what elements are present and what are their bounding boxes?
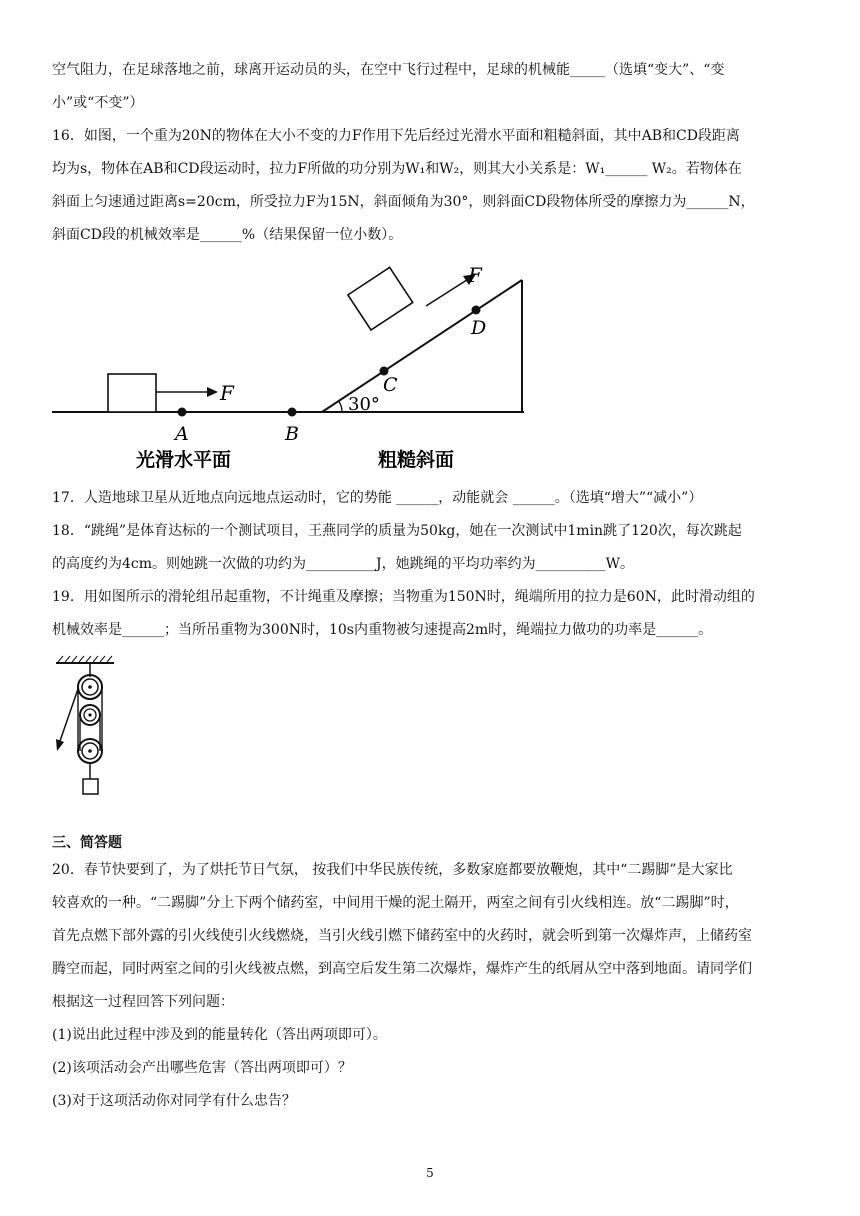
q20-sub-question-2: (2)该项活动会产出哪些危害（答出两项即可）？ xyxy=(52,1060,352,1076)
point-d-dot xyxy=(472,306,481,315)
movable-pulley-axle xyxy=(88,749,92,753)
pulley-diagram xyxy=(50,655,120,800)
block-on-plane xyxy=(108,374,156,412)
page-number: 5 xyxy=(426,1166,434,1180)
caption-smooth-plane: 光滑水平面 xyxy=(136,449,232,471)
force-arrowhead-plane xyxy=(207,387,218,397)
point-a-dot xyxy=(178,408,187,417)
point-b-label: B xyxy=(285,423,299,445)
caption-rough-incline: 粗糙斜面 xyxy=(378,449,455,471)
point-d-label: D xyxy=(471,317,487,339)
q20-text-line-3: 首先点燃下部外露的引火线使引火线燃烧，当引火线引燃下储药室中的火药时，就会听到第一次爆炸声，上储药室 xyxy=(52,928,752,944)
q15-text-line-2: 小”或“不变”） xyxy=(52,95,144,111)
incline-diagram xyxy=(48,260,528,474)
q19-text-line-2: 机械效率是______；当所吊重物为300N时，10s内重物被匀速提高2m时，绳端拉力做功的功率是______。 xyxy=(52,622,713,638)
q20-text-line-4: 腾空而起，同时两室之间的引火线被点燃，到高空后发生第二次爆炸，爆炸产生的纸屑从空中落到地面。请同学们 xyxy=(52,961,752,977)
q16-figure xyxy=(48,260,528,474)
q17-text: 17．人造地球卫星从近地点向远地点运动时，它的势能 ______，动能就会 ______。（选填“增大”“减小”） xyxy=(52,490,703,506)
free-rope-end xyxy=(60,689,78,741)
q20-sub-question-3: (3)对于这项活动你对同学有什么忠告？ xyxy=(52,1093,296,1109)
q19-text-line-1: 19．用如图所示的滑轮组吊起重物，不计绳重及摩擦；当物重为150N时，绳端所用的拉力是60N，此时滑动组的 xyxy=(52,589,755,605)
force-label-incline: F xyxy=(468,263,482,287)
q16-text-line-2: 均为s，物体在AB和CD段运动时，拉力F所做的功分别为W₁和W₂，则其大小关系是：W₁______ W₂。若物体在 xyxy=(52,161,742,177)
point-a-label: A xyxy=(175,423,189,445)
middle-pulley-axle xyxy=(88,713,91,716)
force-arrow-incline xyxy=(426,278,470,306)
q20-text-line-2: 较喜欢的一种。“二踢脚”分上下两个储药室，中间用干燥的泥土隔开，两室之间有引火线相连。放“二踢脚”时， xyxy=(52,895,739,911)
fixed-pulley-axle xyxy=(88,685,92,689)
q20-sub-question-1: (1)说出此过程中涉及到的能量转化（答出两项即可）。 xyxy=(52,1027,387,1043)
q19-pulley-figure xyxy=(50,655,120,800)
point-b-dot xyxy=(288,408,297,417)
q20-text-line-1: 20．春节快要到了，为了烘托节日气氛， 按我们中华民族传统，多数家庭都要放鞭炮，其中“二踢脚”是大家比 xyxy=(52,862,733,878)
q18-text-line-2: 的高度约为4cm。则她跳一次做的功约为__________J，她跳绳的平均功率约为__________W。 xyxy=(52,556,635,572)
q20-text-line-5: 根据这一过程回答下列问题： xyxy=(52,994,234,1010)
q16-text-line-3: 斜面上匀速通过距离s=20cm，所受拉力F为15N，斜面倾角为30°，则斜面CD段物体所受的摩擦力为______N， xyxy=(52,194,755,210)
force-label-plane: F xyxy=(220,381,234,405)
q18-text-line-1: 18．“跳绳”是体育达标的一个测试项目，王燕同学的质量为50kg，她在一次测试中1min跳了120次，每次跳起 xyxy=(52,523,742,539)
hanging-weight xyxy=(83,779,98,794)
q16-text-line-1: 16．如图，一个重为20N的物体在大小不变的力F作用下先后经过光滑水平面和粗糙斜面，其中AB和CD段距离 xyxy=(52,128,740,144)
point-c-label: C xyxy=(383,374,398,396)
angle-label: 30° xyxy=(348,394,380,415)
q16-text-line-4: 斜面CD段的机械效率是______%（结果保留一位小数）。 xyxy=(52,227,403,243)
pull-arrowhead xyxy=(56,739,64,751)
q15-text-line-1: 空气阻力，在足球落地之前，球离开运动员的头，在空中飞行过程中，足球的机械能_____（选填“变大”、“变 xyxy=(52,62,725,78)
ceiling-hatch xyxy=(58,656,112,662)
block-on-incline xyxy=(348,267,413,330)
angle-arc xyxy=(339,401,342,412)
section-heading-short-answer: 三、简答题 xyxy=(52,835,122,851)
